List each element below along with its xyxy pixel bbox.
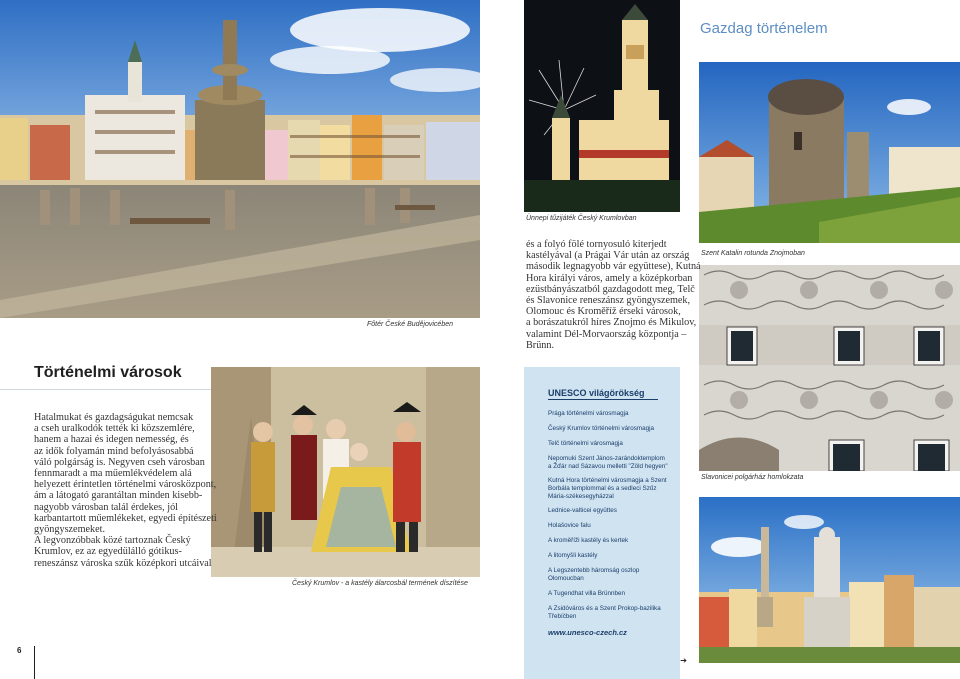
top-paragraph xyxy=(526,239,701,351)
unesco-list-item: Nepomuki Szent János-zarándoktemplom a Žďár nad Sázavou melletti "Zöld hegyen" xyxy=(548,455,668,470)
unesco-list-item: Český Krumlov történelmi városmagja xyxy=(548,425,655,432)
unesco-list-item: Prága történelmi városmagja xyxy=(548,410,629,417)
unesco-list-item: A kroměříži kastély és kertek xyxy=(548,537,629,544)
unesco-list-item: A litomyšli kastély xyxy=(548,552,598,559)
top-paragraph-line: kastélyával (a Prágai Vár után az ország xyxy=(526,250,690,262)
top-paragraph-line: Hora királyi város, amely a középkorban xyxy=(526,272,693,284)
page-number-rule xyxy=(34,646,35,679)
masquerade-caption: Český Krumlov - a kastély álarcosbál termének díszítése xyxy=(292,580,468,587)
top-paragraph-line: és a folyó fölé tornyosuló kiterjedt xyxy=(526,239,667,250)
section-heading-rule xyxy=(0,389,211,390)
main-paragraph-line: fennmaradt a ma műemlékvédelem alá xyxy=(34,468,192,480)
krumlov-fireworks-caption: Ünnepi tűzijáték Český Krumlovban xyxy=(526,215,637,222)
main-paragraph-line: a cseh uralkodók tették ki közszemlére, xyxy=(34,423,195,435)
unesco-title-rule xyxy=(548,399,658,400)
znojmo-rotunda-photo xyxy=(699,62,960,243)
main-paragraph-line: nagyobb városban talál érdekes, jól xyxy=(34,501,178,513)
slavonice-caption: Slavonicei polgárház homlokzata xyxy=(701,474,804,481)
section-heading: Történelmi városok xyxy=(34,364,182,381)
znojmo-caption: Szent Katalin rotunda Znojmoban xyxy=(701,250,805,257)
section-heading-bar xyxy=(0,360,211,388)
arrow-right-icon: ➔ xyxy=(680,656,687,665)
top-paragraph-line: valamint Dél-Morvaország központja – xyxy=(526,328,687,340)
section-header-title: Gazdag történelem xyxy=(700,20,828,37)
top-paragraph-line: Brünn. xyxy=(526,339,555,351)
budejovice-square-photo xyxy=(0,0,480,318)
main-paragraph-line: gyöngyszemeket. xyxy=(34,524,106,536)
main-paragraph-line: ám a látogató garantáltan minden kisebb- xyxy=(34,490,203,502)
slavonice-facade-photo xyxy=(699,265,960,471)
unesco-list-item: A Legszentebb háromság oszlop Olomoucban xyxy=(548,567,640,582)
unesco-list-item: Telč történelmi városmagja xyxy=(548,440,623,447)
unesco-title: UNESCO világörökség xyxy=(548,388,645,398)
section-header xyxy=(680,0,960,58)
main-paragraph-line: az idők folyamán mind befolyásosabbá xyxy=(34,445,194,457)
unesco-list-item: Holašovice falu xyxy=(548,522,591,529)
main-paragraph-line: karbantartott műemlékeket, egyedi építészeti xyxy=(34,512,217,524)
top-paragraph-line: Olomouc és Kroměříž érseki városok, xyxy=(526,306,681,318)
unesco-list-item: Kutná Hora történelmi városmagja a Szent Borbála templommal és a sedleci Szűz Mária-székesegyházzal xyxy=(548,477,667,500)
main-paragraph-line: hanem a hazai és idegen nemesség, és xyxy=(34,434,189,446)
unesco-website-link[interactable]: www.unesco-czech.cz xyxy=(548,628,627,637)
top-paragraph-line: ezüstbányászatból gazdagodott meg, Telč xyxy=(526,283,695,295)
main-paragraph-line: Hatalmukat és gazdagságukat nemcsak xyxy=(34,412,194,423)
masquerade-painting-photo xyxy=(211,367,480,577)
main-paragraph-line: reneszánsz városka szűk középkori utcáival xyxy=(34,557,212,569)
main-paragraph-line: Krumlov, ez az egyedülálló gótikus- xyxy=(34,546,182,558)
main-paragraph-line: váló polgárság is. Negyven cseh városban xyxy=(34,456,205,468)
unesco-list-item: A Zsidóváros és a Szent Prokop-bazilika Třebíčben xyxy=(548,605,661,620)
page-number: 6 xyxy=(17,646,22,655)
top-paragraph-line: és Slavonice reneszánsz gyöngyszemek, xyxy=(526,295,691,307)
krumlov-fireworks-photo xyxy=(524,0,680,212)
main-paragraph xyxy=(34,412,217,569)
main-paragraph-line: A legvonzóbbak közé tartoznak Český xyxy=(34,535,191,547)
unesco-list-item: Lednice-valticei együttes xyxy=(548,507,617,514)
unesco-list-item: A Tugendhat villa Brünnben xyxy=(548,590,626,597)
top-paragraph-line: a borászatukról híres Znojmo és Mikulov, xyxy=(526,317,697,329)
top-paragraph-line: második legnagyobb vár együttese), Kutná xyxy=(526,261,701,273)
budejovice-caption: Főtér České Budějovicében xyxy=(367,321,453,328)
telc-photo xyxy=(699,497,960,663)
main-paragraph-line: helyezett érintetlen történelmi városközpont, xyxy=(34,479,217,491)
